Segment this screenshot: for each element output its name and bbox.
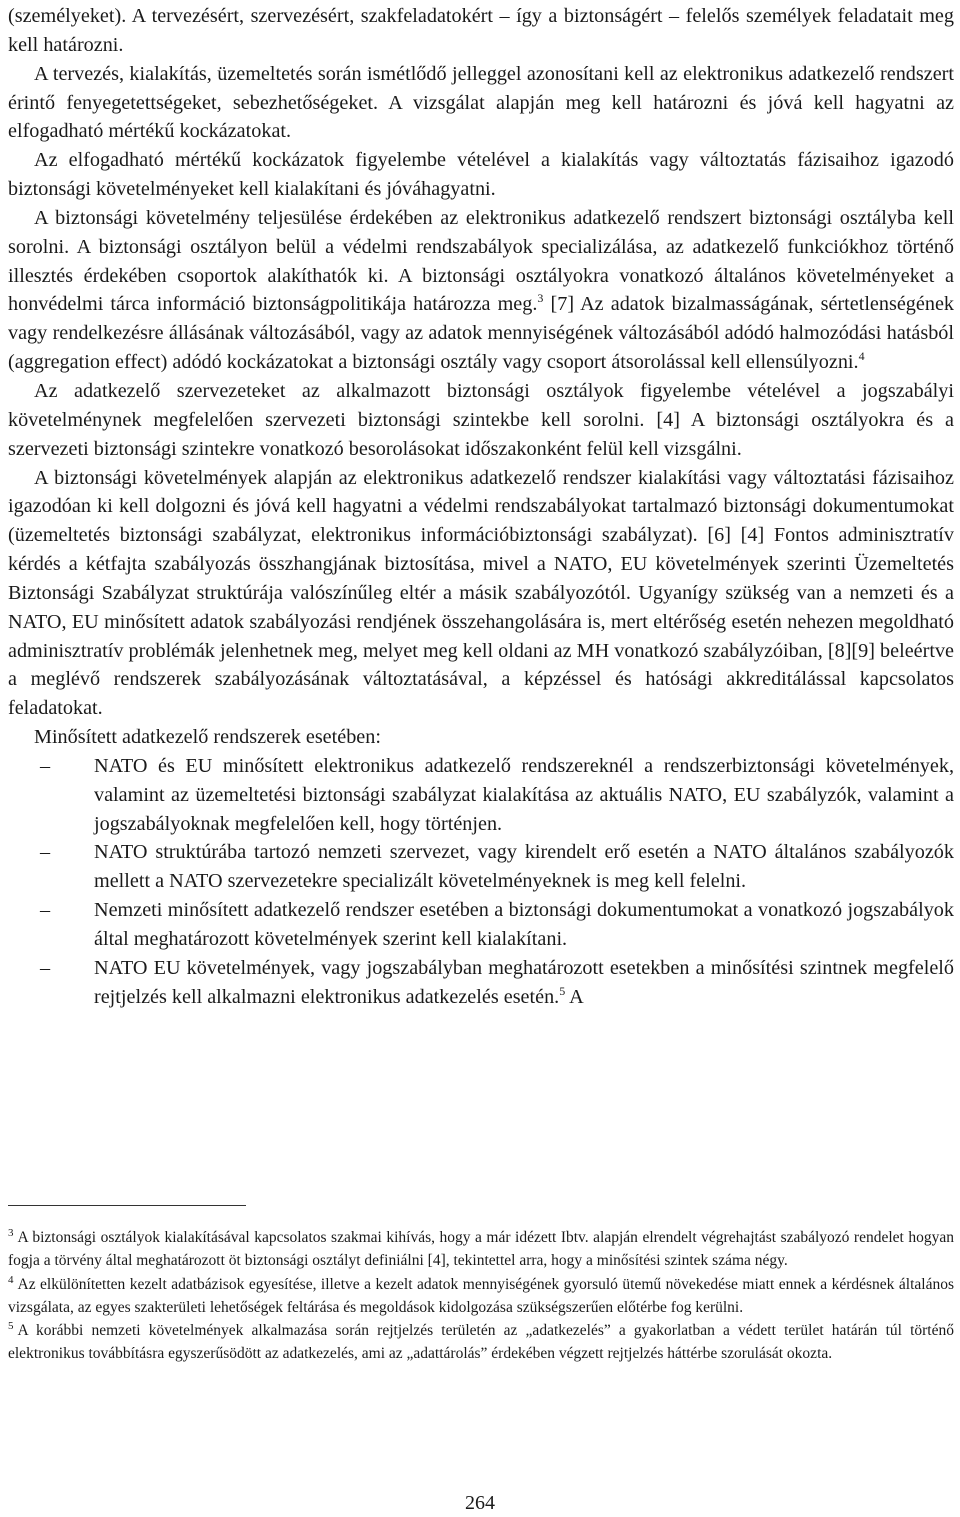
- footnote-text: Az elkülönítetten kezelt adatbázisok egyesítése, illetve a kezelt adatok mennyiségének gyorsuló ütemű növekedése miatt ennek a kérdésnek általános vizsgálata, az egyes szakterületi lehetőségek feltárása és megoldások kidolgozása szükségszerűen előtérbe fog kerülni.: [8, 1275, 954, 1316]
- dash-bullet: –: [40, 899, 51, 922]
- list-item-text: NATO és EU minősített elektronikus adatkezelő rendszereknél a rendszerbiztonsági követelmények, valamint az üzemeltetési biztonsági szabályzat kialakítása az aktuális NATO, EU szabályzók, valamint a jogszabályoknak megfelelően kell, hogy történjen.: [94, 754, 954, 835]
- paragraph: Az elfogadható mértékű kockázatok figyelembe vételével a kialakítás vagy változtatás fázisaihoz igazodó biztonsági követelményeket kell kialakítani és jóváhagyatni.: [8, 149, 954, 201]
- footnote: [8, 1319, 954, 1366]
- list-item: [8, 752, 954, 839]
- footnote-ref[interactable]: 3: [537, 291, 544, 306]
- footnote-ref[interactable]: 4: [858, 349, 865, 364]
- paragraph: A tervezés, kialakítás, üzemeltetés során ismétlődő jelleggel azonosítani kell az elektronikus adatkezelő rendszert érintő fenyegetettségeket, sebezhetőségeket. A vizsgálat alapján meg kell határozni és jóvá kell hagyatni az elfogadható mértékű kockázatokat.: [8, 62, 954, 143]
- list-item-text: NATO struktúrába tartozó nemzeti szervezet, vagy kirendelt erő esetén a NATO általános szabályozók mellett a NATO szervezetekre specializált követelményeknek is meg kell felelni.: [94, 841, 954, 893]
- paragraph: A biztonsági követelmények alapján az elektronikus adatkezelő rendszer kialakítási vagy változtatási fázisaihoz igazodóan ki kell dolgozni és jóvá kell hagyatni a védelmi rendszabályokat tartalmazó biztonsági dokumentumokat (üzemeltetés biztonsági szabályzat, elektronikus információbiztonsági szabályzat). [6] [4] Fontos adminisztratív kérdés a kétfajta szabályozás összhangjának biztosítása, mivel a NATO, EU követelmények szerinti Üzemeltetés Biztonsági Szabályzat struktúrája valószínűleg eltér a másik szabályozótól. Ugyanígy szükség van a nemzeti és a NATO, EU minősített adatok szabályozási rendjének összehangolására is, mert eltérőség esetén nehezen megoldható adminisztratív problémák jelenhetnek meg, melyet meg kell oldani az MH vonatkozó szabályzóiban, [8][9] beleértve a meglévő rendszerek szabályozásának változtatásával, a képzéssel és hatósági akkreditálással kapcsolatos feladatokat.: [8, 466, 954, 720]
- footnote-separator: [8, 1205, 246, 1206]
- paragraph: Minősített adatkezelő rendszerek esetében:: [34, 726, 381, 749]
- dash-bullet: –: [40, 841, 51, 864]
- footnote-mark: 3: [8, 1226, 14, 1239]
- paragraph-text: A biztonsági követelmény teljesülése érdekében az elektronikus adatkezelő rendszert biztonsági osztályba kell sorolni. A biztonsági osztályon belül a védelmi rendszabályok specializálása, az adatkezelő funkciókhoz történő illesztés érdekében csoportok alakíthatók ki. A biztonsági osztályokra vonatkozó általános követelményeket a honvédelmi tárca információ biztonságpolitikája határozza meg.: [8, 206, 954, 316]
- page-number: 264: [465, 1492, 495, 1514]
- dash-list: [8, 752, 954, 1012]
- footnote-text: A biztonsági osztályok kialakításával kapcsolatos szakmai kihívás, hogy a már idézett Ibtv. alapján elrendelt végrehajtást szabályozó rendelet hogyan fogja a törvény által meghatározott öt biztonsági osztályt definiálni [4], tekintettel arra, hogy a minősítési szintek száma négy.: [8, 1229, 954, 1270]
- list-item: [8, 838, 954, 896]
- dash-bullet: –: [40, 754, 51, 777]
- footnote-mark: 5: [8, 1320, 14, 1333]
- list-item: [8, 954, 954, 1012]
- footnote-text: A korábbi nemzeti követelmények alkalmazása során rejtjelzés területén az „adatkezelés” a gyakorlatban a védett terület határán túl történő elektronikus továbbításra egyszerűsödött az adatkezelés, ami az „adattárolás” érdekében végzett rejtjelzés háttérbe szorulását okozta.: [8, 1322, 954, 1363]
- paragraph: (személyeket). A tervezésért, szervezésért, szakfeladatokért – így a biztonságért – felelős személyek feladatait meg kell határozni.: [8, 5, 954, 56]
- footnote: [8, 1273, 954, 1320]
- paragraph-text: [7] Az adatok bizalmasságának, sértetlenségének vagy rendelkezésre állásának változásából, vagy az adatok mennyiségének változásából adódó halmozódási hatásból (aggregation effect) adódó kockázatokat a biztonsági osztály vagy csoport átsorolással kell ellensúlyozni.: [8, 293, 954, 374]
- footnote: [8, 1226, 954, 1273]
- list-item-text: NATO EU követelmények, vagy jogszabályban meghatározott esetekben a minősítési szintnek megfelelő rejtjelzés kell alkalmazni elektronikus adatkezelés esetén.: [94, 956, 954, 1008]
- footnotes: [8, 1226, 954, 1366]
- footnote-mark: 4: [8, 1273, 14, 1286]
- list-item-text: Nemzeti minősített adatkezelő rendszer esetében a biztonsági dokumentumokat a vonatkozó jogszabályok által meghatározott követelmények szerint kell kialakítani.: [94, 899, 954, 950]
- footnote-ref[interactable]: 5: [559, 983, 566, 998]
- list-item-text: A: [565, 985, 584, 1008]
- paragraph: Az adatkezelő szervezeteket az alkalmazott biztonsági osztályok figyelembe vételével a jogszabályi követelménynek megfelelően szervezeti biztonsági szintekbe kell sorolni. [4] A biztonsági osztályokra és a szervezeti biztonsági szintekre vonatkozó besorolásokat időszakonként felül kell vizsgálni.: [8, 379, 954, 460]
- list-item: [8, 896, 954, 954]
- dash-bullet: –: [40, 956, 51, 979]
- paragraph: [8, 204, 954, 377]
- body-text: [8, 2, 954, 1012]
